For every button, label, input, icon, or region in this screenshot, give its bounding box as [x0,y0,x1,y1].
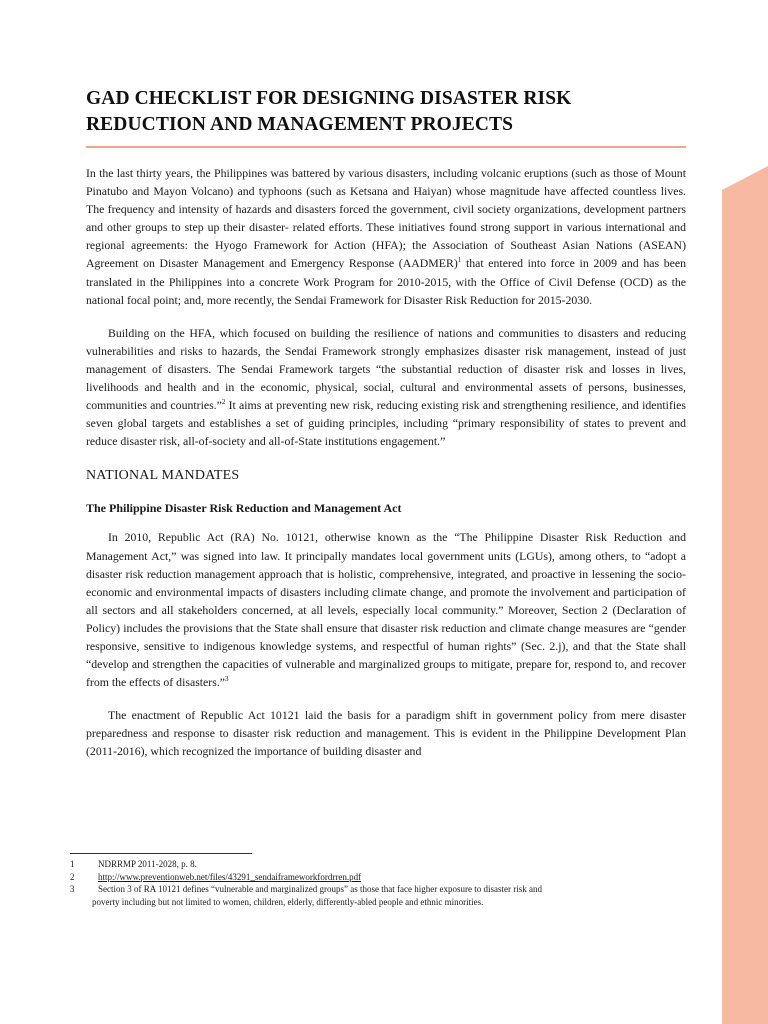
paragraph-2-text-b: It aims at preventing new risk, reducing existing risk and strengthening resilience, and identifies seven global targets and establishes a set of guiding principles, including “primary responsibility of states to prevent and reduce disaster risk, all-of-society and all-of-State institutions engagement.” [86,398,686,449]
footnote-2 [70,871,690,884]
paragraph-3 [86,528,686,691]
footnote-number: 3 [70,884,75,894]
footnote-text: NDRRMP 2011-2028, p. 8. [98,859,197,869]
paragraph-1-text-a: In the last thirty years, the Philippines was battered by various disasters, including volcanic eruptions (such as those of Mount Pinatubo and Mayon Volcano) and typhoons (such as Ketsana and Haiyan) whose magnitude have affected countless lives. The frequency and intensity of hazards and disasters forced the government, civil society organizations, development partners and other groups to step up their disaster- related efforts. These initiatives found strong support in various international and regional agreements: the Hyogo Framework for Action (HFA); the Association of Southeast Asian Nations (ASEAN) Agreement on Disaster Management and Emergency Response (AADMER) [86,166,686,271]
title-divider [86,146,686,148]
footnotes [70,853,690,908]
footnote-number: 1 [70,859,75,869]
footnote-text: Section 3 of RA 10121 defines “vulnerable and marginalized groups” as those that face higher exposure to disaster risk and [98,884,542,894]
decorative-side-tab [722,166,768,1024]
paragraph-4: The enactment of Republic Act 10121 laid the basis for a paradigm shift in government policy from mere disaster preparedness and response to disaster risk reduction and management. This is evident in the Philippine Development Plan (2011-2016), which recognized the importance of building disaster and [86,708,686,759]
side-tab-notch [722,166,768,190]
footnote-3 [70,883,690,896]
footnote-ref-2: 2 [221,398,226,407]
paragraph-2-text-a: Building on the HFA, which focused on building the resilience of nations and communities to disasters and reducing vulnerabilities and risks to hazards, the Sendai Framework strongly emphasizes disaster risk management, instead of just management of disasters. The Sendai Framework targets “the substantial reduction of disaster risk and losses in lives, livelihoods and health and in the economic, physical, social, cultural and environmental assets of persons, businesses, communities and countries.” [86,325,686,413]
paragraph-2 [86,324,686,451]
page-content [86,86,686,761]
title-line-1: GAD CHECKLIST FOR DESIGNING DISASTER RISK [86,88,572,109]
footnote-ref-3: 3 [225,675,229,684]
paragraph-3-text: In 2010, Republic Act (RA) No. 10121, otherwise known as the “The Philippine Disaster Risk Reduction and Management Act,” was signed into law. It principally mandates local government units (LGUs), among others, to “adopt a disaster risk reduction management approach that is holistic, comprehensive, integrated, and proactive in lessening the socio-economic and environmental impacts of disasters including climate change, and promote the involvement and participation of all sectors and all stakeholders concerned, at all levels, especially local community.” Moreover, Section 2 (Declaration of Policy) includes the provisions that the State shall ensure that disaster risk reduction and climate change measures are “gender responsive, sensitive to indigenous knowledge systems, and respectful of human rights” (Sec. 2.j), and that the State shall “develop and strengthen the capacities of vulnerable and marginalized groups to mitigate, prepare for, respond to, and recover from the effects of disasters.” [86,530,686,690]
footnote-divider [70,853,252,854]
footnote-number: 2 [70,871,75,882]
footnote-1 [70,858,690,871]
paragraph-1-text-b: that entered into force in 2009 and has been translated in the Philippines into a concrete Work Program for 2010-2015, with the Office of Civil Defense (OCD) as the national focal point; and, more recently, the Sendai Framework for Disaster Risk Reduction for 2015-2030. [86,256,686,307]
footnote-ref-1: 1 [457,256,462,265]
document-title [86,86,686,138]
footnote-link[interactable]: http://www.preventionweb.net/files/43291_sendaiframeworkfordrren.pdf [98,871,362,882]
subsection-heading: The Philippine Disaster Risk Reduction and Management Act [86,501,402,516]
paragraph-1 [86,164,686,309]
section-heading: NATIONAL MANDATES [86,468,240,484]
footnote-3-continuation: poverty including but not limited to women, children, elderly, differently-abled people and ethnic minorities. [92,896,484,907]
title-line-2: REDUCTION AND MANAGEMENT PROJECTS [86,114,514,135]
